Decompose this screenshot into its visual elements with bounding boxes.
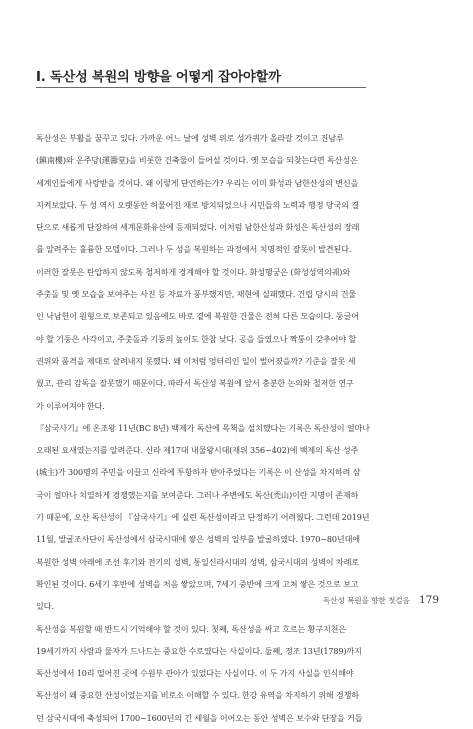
text-line: 19세기까지 사람과 물자가 드나드는 중요한 수로였다는 사실이다. 둘째, 정조 13년(1789)까지 bbox=[36, 645, 362, 656]
text-line: 오래된 요새였는지를 알려준다. 신라 제17대 내물왕시대(재위 356~402)에 백제의 독산 성주 bbox=[36, 445, 359, 456]
text-line: 『삼국사기』에 온조왕 11년(BC 8년) 백제가 독산에 목책을 설치했다는 기록은 독산성이 얼마나 bbox=[36, 422, 370, 433]
text-line: 있다. bbox=[36, 601, 54, 612]
text-line: 야 할 기둥은 사각이고, 주춧돌과 기둥의 높이도 한참 낮다. 공을 들였으나 짝퉁이 갖추어야 할 bbox=[36, 333, 357, 344]
text-line: 주춧돌 및 옛 모습을 보여주는 사진 등 자료가 풍부했지만, 재현에 실패했다. 건립 당시의 건물 bbox=[36, 289, 357, 300]
text-line: 를 알려주는 훌륭한 모델이다. 그러나 두 성을 복원하는 과정에서 치명적인 잘못이 발견된다. bbox=[36, 244, 352, 255]
text-line: 던 삼국시대에 축성되어 1700~1600년의 긴 세월을 이어오는 동안 성벽은 보수와 단장을 거듭 bbox=[36, 712, 363, 723]
text-line: (鎭南樓)와 운주당(運籌堂)을 비롯한 건축물이 들어설 것이다. 옛 모습을 되찾는다면 독산성은 bbox=[36, 155, 358, 166]
text-line: 웠고, 관리 감독을 잘못했기 때문이다. 따라서 독산성 복원에 앞서 충분한 논의와 철저한 연구 bbox=[36, 378, 354, 389]
text-line: 지켜보았다. 두 성 역시 오랫동안 허물어진 채로 방치되었으나 시민들의 노력과 행정 당국의 결 bbox=[36, 199, 359, 210]
text-line: 가 이루어져야 한다. bbox=[36, 400, 105, 411]
text-line: 독산성이 왜 중요한 산성이었는지를 비로소 이해할 수 있다. 한강 유역을 차지하기 위해 경쟁하 bbox=[36, 690, 359, 701]
text-line: 복원한 성벽 아래에 조선 후기와 전기의 성벽, 통일신라시대의 성벽, 삼국시대의 성벽이 차례로 bbox=[36, 556, 359, 567]
text-line: 독산성은 부활을 꿈꾸고 있다. 가까운 어느 날에 성벽 위로 성가퀴가 올라갈 것이고 진남루 bbox=[36, 133, 344, 143]
page-footer bbox=[323, 588, 439, 607]
page-number: 179 bbox=[418, 594, 439, 606]
text-line: 권위와 품격을 제대로 살려내지 못했다. 왜 이처럼 엉터리인 일이 벌어졌을까? 기준을 잘못 세 bbox=[36, 355, 356, 366]
text-line: 세계인들에게 사랑받을 것이다. 왜 이렇게 단언하는가? 우리는 이미 화성과 남한산성의 변신을 bbox=[36, 177, 359, 188]
text-line: 이러한 잘못은 탄압하지 않도록 철저하게 경계해야 할 것이다. 화성행궁은 (화성성역의궤)와 bbox=[36, 266, 350, 277]
text-line: 11월, 발굴조사단이 독산성에서 삼국시대에 쌓은 성벽의 일부를 발굴하였다. 1970~80년대에 bbox=[36, 534, 360, 545]
text-line: 확인된 것이다. 6세기 후반에 성벽을 처음 쌓았으며, 7세기 중반에 크게 고쳐 쌓은 것으로 보고 bbox=[36, 578, 359, 589]
text-line: 독산성을 복원할 때 반드시 기억해야 할 것이 있다. 첫째, 독산성을 싸고 흐르는 황구지천은 bbox=[36, 623, 346, 634]
text-line: 기 때문에, 오산 독산성이 『삼국사기』에 실린 독산성이라고 단정하기 어려웠다. 그런데 2019년 bbox=[36, 512, 370, 523]
text-line: 단으로 새롭게 단장하여 세계문화유산에 등재되었다. 이처럼 남한산성과 화성은 독산성의 장래 bbox=[36, 222, 360, 233]
heading-underline bbox=[36, 87, 366, 88]
section-heading: Ⅰ. 독산성 복원의 방향을 어떻게 잡아야할까 bbox=[36, 70, 281, 85]
text-line: 국이 얼마나 치열하게 경쟁했는지를 보여준다. 그러나 주변에도 독산(禿山)이란 지명이 존재하 bbox=[36, 489, 359, 500]
text-line: 인 낙남헌이 원형으로 보존되고 있음에도 바로 곁에 복원한 건물은 전혀 다른 모습이다. 둥글어 bbox=[36, 311, 359, 322]
text-line: (城主)가 300명의 주민을 이끌고 신라에 투항하자 받아주었다는 기록은 이 산성을 차지하려 삼 bbox=[36, 467, 361, 478]
body-text bbox=[36, 127, 438, 729]
running-title: 독산성 복원을 향한 첫걸음 bbox=[323, 596, 410, 605]
text-line: 독산성에서 10리 떨어진 곳에 수원부 관아가 있었다는 사실이다. 이 두 가지 사실을 인식해야 bbox=[36, 668, 354, 679]
